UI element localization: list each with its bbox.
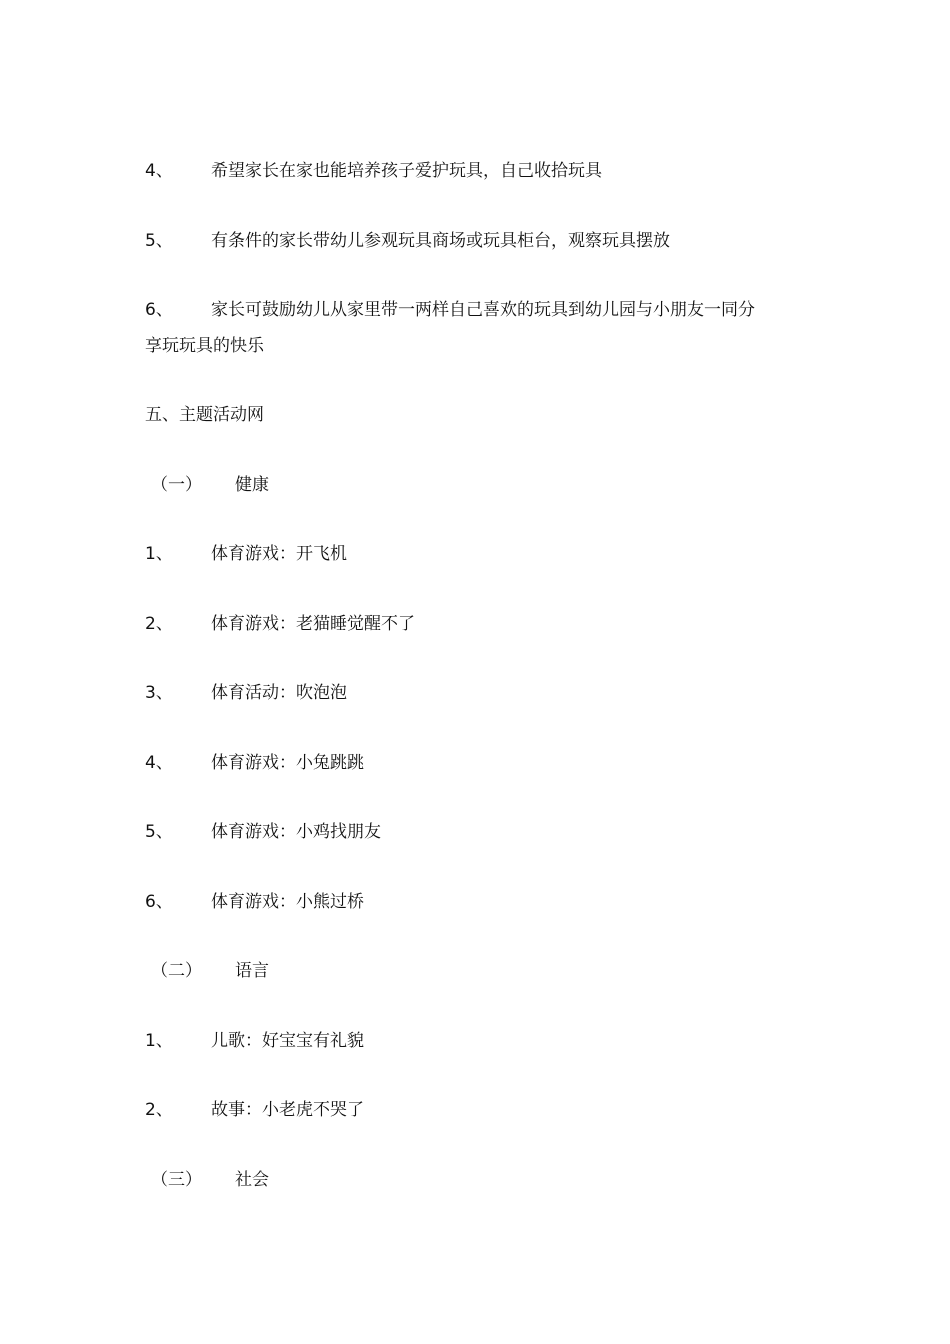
item-number: 2、: [145, 614, 173, 634]
list-item: [145, 752, 364, 774]
item-text: 有条件的家长带幼儿参观玩具商场或玩具柜台，观察玩具摆放: [211, 231, 670, 251]
item-text: 体育游戏：开飞机: [211, 544, 347, 564]
list-item: [145, 1030, 364, 1052]
list-item: [145, 543, 347, 565]
item-number: 5、: [145, 231, 173, 251]
item-text: 家长可鼓励幼儿从家里带一两样自己喜欢的玩具到幼儿园与小朋友一同分: [211, 300, 755, 320]
subsection-title: 社会: [235, 1170, 269, 1190]
list-item-continuation: 享玩玩具的快乐: [145, 336, 264, 356]
item-number: 1、: [145, 544, 173, 564]
subsection-heading-health: [145, 474, 269, 496]
subsection-number: （三）: [151, 1170, 202, 1190]
item-number: 5、: [145, 822, 173, 842]
item-number: 4、: [145, 753, 173, 773]
item-text: 体育游戏：小熊过桥: [211, 892, 364, 912]
subsection-heading-language: [145, 960, 269, 982]
item-number: 6、: [145, 300, 173, 320]
item-text: 体育游戏：小兔跳跳: [211, 753, 364, 773]
list-item: [145, 160, 602, 182]
list-item: [145, 299, 755, 321]
item-text: 体育游戏：小鸡找朋友: [211, 822, 381, 842]
subsection-heading-society: [145, 1169, 269, 1191]
list-item: [145, 1099, 364, 1121]
subsection-title: 语言: [235, 961, 269, 981]
item-number: 6、: [145, 892, 173, 912]
subsection-title: 健康: [235, 475, 269, 495]
list-item: [145, 891, 364, 913]
list-item: [145, 613, 415, 635]
item-text: 体育游戏：老猫睡觉醒不了: [211, 614, 415, 634]
list-item: [145, 682, 347, 704]
item-number: 3、: [145, 683, 173, 703]
subsection-number: （二）: [151, 961, 202, 981]
item-number: 4、: [145, 161, 173, 181]
subsection-number: （一）: [151, 475, 202, 495]
item-text: 希望家长在家也能培养孩子爱护玩具，自己收拾玩具: [211, 161, 602, 181]
item-text: 故事：小老虎不哭了: [211, 1100, 364, 1120]
list-item: [145, 230, 670, 252]
item-number: 1、: [145, 1031, 173, 1051]
section-heading: 五、主题活动网: [145, 405, 264, 425]
list-item: [145, 821, 381, 843]
item-number: 2、: [145, 1100, 173, 1120]
item-text: 儿歌：好宝宝有礼貌: [211, 1031, 364, 1051]
item-text: 体育活动：吹泡泡: [211, 683, 347, 703]
